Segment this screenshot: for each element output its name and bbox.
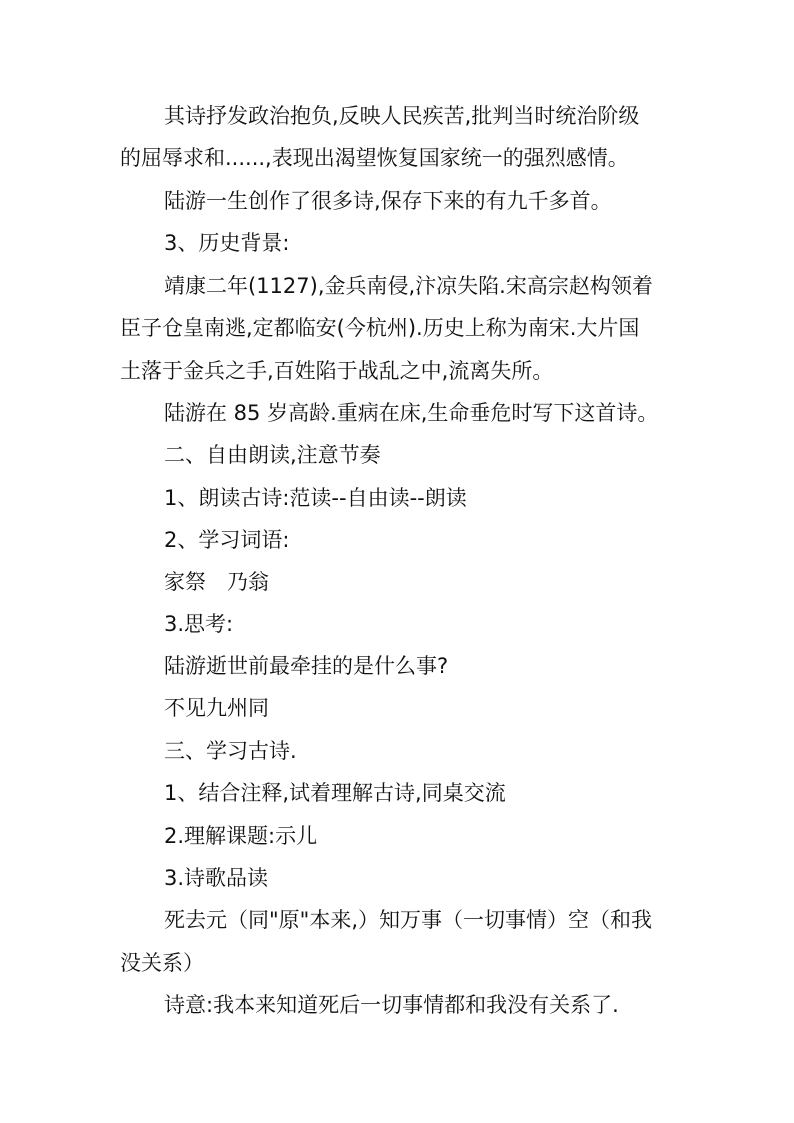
paragraph-line: 1、朗读古诗:范读--自由读--朗读 — [164, 486, 467, 510]
paragraph-line: 陆游逝世前最牵挂的是什么事? — [164, 654, 449, 678]
paragraph-line: 1、结合注释,试着理解古诗,同桌交流 — [164, 781, 506, 805]
paragraph-line: 陆游在 85 岁高龄.重病在床,生命垂危时写下这首诗。 — [164, 401, 659, 425]
paragraph-line: 没关系） — [120, 951, 204, 975]
paragraph-line: 死去元（同"原"本来,）知万事（一切事情）空（和我 — [164, 908, 652, 932]
paragraph-line: 2、学习词语: — [164, 528, 290, 552]
section-heading: 3、历史背景: — [164, 231, 290, 255]
paragraph-line: 的屈辱求和......,表现出渴望恢复国家统一的强烈感情。 — [120, 146, 629, 170]
paragraph-line: 其诗抒发政治抱负,反映人民疾苦,批判当时统治阶级 — [164, 104, 640, 128]
paragraph-line: 土落于金兵之手,百姓陷于战乱之中,流离失所。 — [120, 359, 554, 383]
paragraph-line: 诗意:我本来知道死后一切事情都和我没有关系了. — [164, 993, 619, 1017]
section-heading: 三、学习古诗. — [164, 739, 297, 763]
paragraph-line: 不见九州同 — [164, 696, 269, 720]
paragraph-line: 3.思考: — [164, 612, 234, 636]
paragraph-line: 2.理解课题:示儿 — [164, 824, 318, 848]
paragraph-line: 靖康二年(1127),金兵南侵,汴凉失陷.宋高宗赵构领着 — [164, 274, 653, 298]
paragraph-line: 家祭 乃翁 — [164, 570, 269, 594]
paragraph-line: 臣子仓皇南逃,定都临安(今杭州).历史上称为南宋.大片国 — [120, 316, 640, 340]
paragraph-line: 3.诗歌品读 — [164, 866, 269, 890]
section-heading: 二、自由朗读,注意节奏 — [164, 443, 381, 467]
paragraph-line: 陆游一生创作了很多诗,保存下来的有九千多首。 — [164, 189, 612, 213]
